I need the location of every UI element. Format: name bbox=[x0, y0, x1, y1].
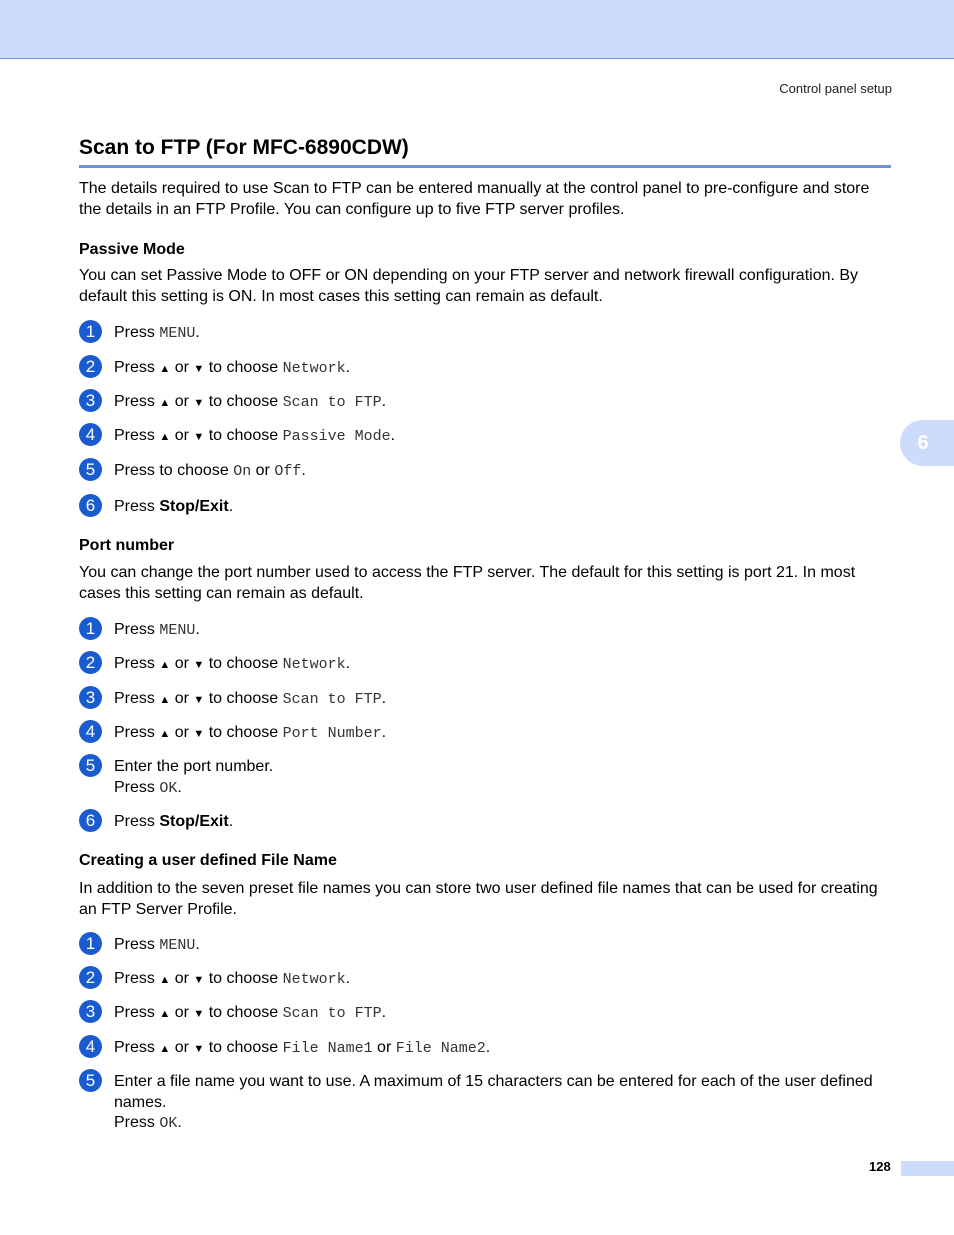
file-step-2: 2 Press ▲ or ▼ to choose Network. bbox=[79, 969, 894, 991]
up-arrow-icon: ▲ bbox=[159, 728, 171, 740]
file-step-3: 3 Press ▲ or ▼ to choose Scan to FTP. bbox=[79, 1003, 894, 1025]
down-arrow-icon: ▼ bbox=[193, 694, 205, 706]
passive-mode-heading: Passive Mode bbox=[79, 241, 185, 258]
passive-step-1: 1 Press MENU. bbox=[79, 323, 894, 345]
passive-step-3: 3 Press ▲ or ▼ to choose Scan to FTP. bbox=[79, 392, 894, 414]
up-arrow-icon: ▲ bbox=[159, 1043, 171, 1055]
port-step-4: 4 Press ▲ or ▼ to choose Port Number. bbox=[79, 723, 894, 745]
page-title: Scan to FTP (For MFC-6890CDW) bbox=[79, 136, 891, 168]
file-name-paragraph: In addition to the seven preset file names you can store two user defined file names that can be used for creating an FTP Server Profile. bbox=[79, 880, 878, 918]
file-name-heading: Creating a user defined File Name bbox=[79, 852, 337, 869]
down-arrow-icon: ▼ bbox=[193, 659, 205, 671]
step-number-badge: 6 bbox=[79, 494, 102, 517]
down-arrow-icon: ▼ bbox=[193, 728, 205, 740]
passive-step-5: 5 Press to choose On or Off. bbox=[79, 461, 894, 483]
down-arrow-icon: ▼ bbox=[193, 397, 205, 409]
footer-bar bbox=[901, 1161, 954, 1176]
step-number-badge: 4 bbox=[79, 720, 102, 743]
chapter-tab: 6 bbox=[900, 420, 954, 466]
step-number-badge: 1 bbox=[79, 320, 102, 343]
step-number-badge: 3 bbox=[79, 686, 102, 709]
up-arrow-icon: ▲ bbox=[159, 431, 171, 443]
port-step-1: 1 Press MENU. bbox=[79, 620, 894, 642]
step-number-badge: 5 bbox=[79, 458, 102, 481]
step-number-badge: 2 bbox=[79, 651, 102, 674]
passive-mode-paragraph: You can set Passive Mode to OFF or ON depending on your FTP server and network firewall configuration. By default this setting is ON. In most cases this setting can remain as default. bbox=[79, 267, 859, 305]
port-step-6: 6 Press Stop/Exit. bbox=[79, 812, 894, 833]
step-number-badge: 5 bbox=[79, 1069, 102, 1092]
file-step-5: 5 Enter a file name you want to use. A maximum of 15 characters can be entered for each of the user defined names. Press OK. bbox=[79, 1072, 894, 1135]
up-arrow-icon: ▲ bbox=[159, 694, 171, 706]
step-number-badge: 5 bbox=[79, 754, 102, 777]
down-arrow-icon: ▼ bbox=[193, 431, 205, 443]
step-number-badge: 2 bbox=[79, 355, 102, 378]
file-step-1: 1 Press MENU. bbox=[79, 935, 894, 957]
port-step-5: 5 Enter the port number. Press OK. bbox=[79, 757, 894, 799]
running-header: Control panel setup bbox=[779, 81, 892, 96]
port-step-2: 2 Press ▲ or ▼ to choose Network. bbox=[79, 654, 894, 676]
passive-step-2: 2 Press ▲ or ▼ to choose Network. bbox=[79, 358, 894, 380]
down-arrow-icon: ▼ bbox=[193, 1043, 205, 1055]
step-number-badge: 6 bbox=[79, 809, 102, 832]
step-number-badge: 1 bbox=[79, 932, 102, 955]
page-number: 128 bbox=[869, 1159, 891, 1174]
port-number-paragraph: You can change the port number used to access the FTP server. The default for this setting is port 21. In most cases this setting can remain as default. bbox=[79, 564, 856, 602]
passive-step-6: 6 Press Stop/Exit. bbox=[79, 497, 894, 518]
passive-step-4: 4 Press ▲ or ▼ to choose Passive Mode. bbox=[79, 426, 894, 448]
top-header-band bbox=[0, 0, 954, 59]
step-number-badge: 3 bbox=[79, 389, 102, 412]
down-arrow-icon: ▼ bbox=[193, 363, 205, 375]
up-arrow-icon: ▲ bbox=[159, 397, 171, 409]
step-number-badge: 1 bbox=[79, 617, 102, 640]
up-arrow-icon: ▲ bbox=[159, 363, 171, 375]
step-number-badge: 4 bbox=[79, 1035, 102, 1058]
down-arrow-icon: ▼ bbox=[193, 974, 205, 986]
up-arrow-icon: ▲ bbox=[159, 1008, 171, 1020]
up-arrow-icon: ▲ bbox=[159, 974, 171, 986]
step-number-badge: 3 bbox=[79, 1000, 102, 1023]
step-number-badge: 4 bbox=[79, 423, 102, 446]
port-step-3: 3 Press ▲ or ▼ to choose Scan to FTP. bbox=[79, 689, 894, 711]
down-arrow-icon: ▼ bbox=[193, 1008, 205, 1020]
port-number-heading: Port number bbox=[79, 537, 175, 554]
up-arrow-icon: ▲ bbox=[159, 659, 171, 671]
file-step-4: 4 Press ▲ or ▼ to choose File Name1 or File Name2. bbox=[79, 1038, 894, 1060]
step-number-badge: 2 bbox=[79, 966, 102, 989]
intro-paragraph: The details required to use Scan to FTP can be entered manually at the control panel to pre-configure and store the details in an FTP Profile. You can configure up to five FTP server profiles. bbox=[79, 180, 870, 218]
